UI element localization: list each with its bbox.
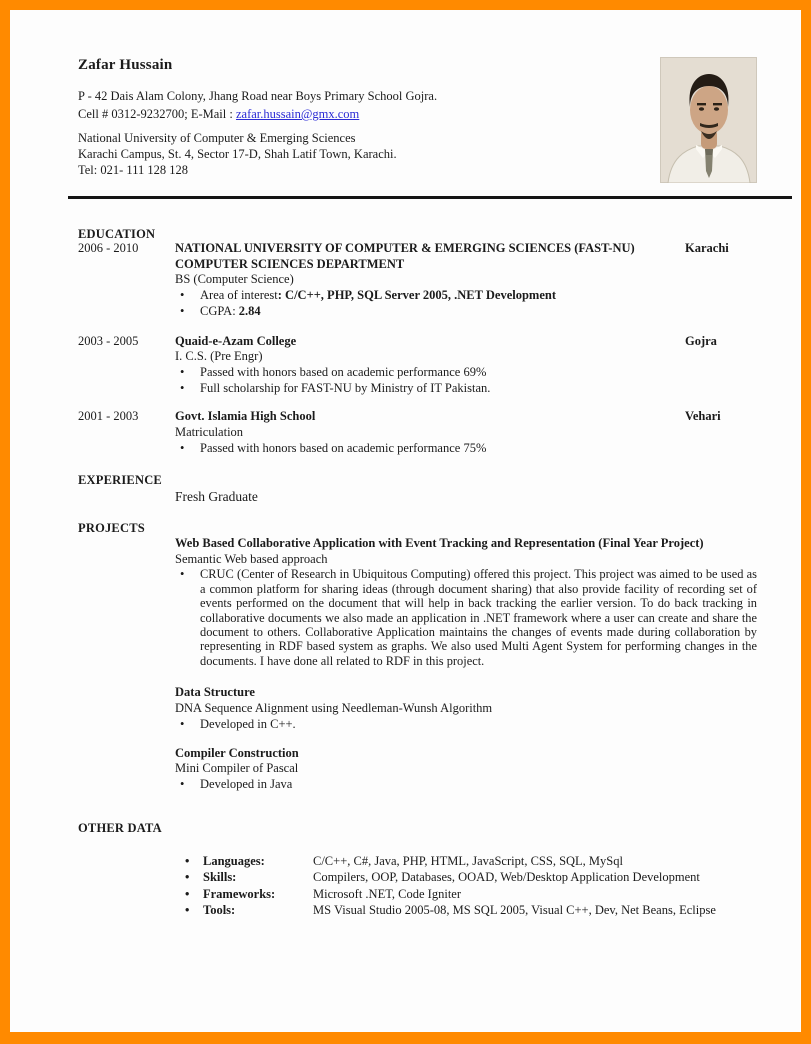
contact-block xyxy=(78,87,648,123)
project-title: Web Based Collaborative Application with Event Tracking and Representation (Final Year Project) xyxy=(175,536,704,550)
project-bullet xyxy=(175,777,757,793)
education-entry-highschool xyxy=(78,409,757,456)
education-institution: NATIONAL UNIVERSITY OF COMPUTER & EMERGING SCIENCES (FAST-NU) xyxy=(175,241,635,255)
email-link[interactable]: zafar.hussain@gmx.com xyxy=(235,107,360,121)
bullet-text: Passed with honors based on academic performance 69% xyxy=(200,364,487,379)
experience-heading: EXPERIENCE xyxy=(78,473,162,487)
other-data-row-frameworks xyxy=(78,886,757,902)
education-entry-fastnu xyxy=(78,241,757,320)
bullet-text-bold: 2.84 xyxy=(238,303,261,318)
other-data-value: C/C++, C#, Java, PHP, HTML, JavaScript, CSS, SQL, MySql xyxy=(313,854,623,868)
project-subtitle: Mini Compiler of Pascal xyxy=(175,761,299,776)
bullet-icon: • xyxy=(185,902,190,917)
affiliation-line-3: Tel: 021- 111 128 128 xyxy=(78,163,188,177)
person-name: Zafar Hussain xyxy=(78,57,173,73)
education-dates: 2003 - 2005 xyxy=(78,333,139,348)
bullet-icon: • xyxy=(180,567,185,582)
bullet-text: Area of interest xyxy=(200,288,278,303)
bullet-icon: • xyxy=(180,288,185,303)
bullet-icon: • xyxy=(180,440,185,455)
education-city: Karachi xyxy=(685,241,729,255)
bullet-icon: • xyxy=(185,870,190,885)
project-title: Data Structure xyxy=(175,685,255,700)
section-education xyxy=(78,227,757,456)
section-other-data xyxy=(78,821,757,918)
bullet-icon: • xyxy=(185,854,190,868)
affiliation-line-1: National University of Computer & Emerging Sciences xyxy=(78,131,356,145)
bullet-text: Full scholarship for FAST-NU by Ministry of IT Pakistan. xyxy=(200,380,491,395)
other-data-label: Tools: xyxy=(203,902,236,917)
bullet-icon: • xyxy=(180,716,185,731)
bullet-text: CGPA: xyxy=(200,303,239,318)
project-title: Compiler Construction xyxy=(175,745,299,760)
affiliation-line-2: Karachi Campus, St. 4, Sector 17-D, Shah Latif Town, Karachi. xyxy=(78,147,397,161)
resume-header xyxy=(78,57,648,178)
education-degree: Matriculation xyxy=(175,425,244,440)
project-final-year xyxy=(175,536,757,685)
other-data-row-languages xyxy=(78,853,757,869)
education-bullet xyxy=(175,288,685,304)
other-data-value: Microsoft .NET, Code Igniter xyxy=(313,886,461,901)
portrait-photo-image xyxy=(660,57,757,183)
projects-heading: PROJECTS xyxy=(78,521,145,535)
education-bullet xyxy=(175,304,685,320)
bullet-text: Passed with honors based on academic performance 75% xyxy=(200,440,487,455)
project-compiler-construction xyxy=(175,746,757,793)
section-projects xyxy=(78,521,757,793)
other-data-label: Languages: xyxy=(203,854,265,868)
education-dates: 2001 - 2003 xyxy=(78,409,139,424)
education-institution: Govt. Islamia High School xyxy=(175,409,316,424)
section-experience xyxy=(78,473,757,506)
bullet-text-bold: : C/C++, PHP, SQL Server 2005, .NET Development xyxy=(277,288,556,303)
education-degree: BS (Computer Science) xyxy=(175,272,294,287)
project-data-structure xyxy=(175,685,757,732)
portrait-photo xyxy=(660,57,757,183)
other-data-row-tools xyxy=(78,902,757,918)
education-bullet xyxy=(175,441,685,457)
education-department: COMPUTER SCIENCES DEPARTMENT xyxy=(175,256,405,271)
project-bullet xyxy=(175,567,757,685)
project-bullet-text: Developed in C++. xyxy=(200,716,296,731)
other-data-row-skills xyxy=(78,869,757,885)
other-data-value: MS Visual Studio 2005-08, MS SQL 2005, Visual C++, Dev, Net Beans, Eclipse xyxy=(313,902,716,917)
bullet-icon: • xyxy=(180,380,185,395)
phone-email-line: Cell # 0312-9232700; E-Mail : xyxy=(78,107,236,121)
education-degree: I. C.S. (Pre Engr) xyxy=(175,349,263,364)
other-data-value: Compilers, OOP, Databases, OOAD, Web/Desktop Application Development xyxy=(313,870,700,885)
education-bullet xyxy=(175,365,685,381)
address-line: P - 42 Dais Alam Colony, Jhang Road near Boys Primary School Gojra. xyxy=(78,89,438,103)
resume-page xyxy=(10,10,801,1032)
bullet-icon: • xyxy=(185,886,190,901)
education-city: Vehari xyxy=(685,409,721,424)
education-institution: Quaid-e-Azam College xyxy=(175,333,297,348)
other-data-label: Frameworks: xyxy=(203,886,276,901)
other-data-label: Skills: xyxy=(203,870,237,885)
project-subtitle: Semantic Web based approach xyxy=(175,551,328,566)
education-heading: EDUCATION xyxy=(78,227,156,241)
project-bullet xyxy=(175,717,757,733)
header-divider xyxy=(68,196,792,199)
project-subtitle: DNA Sequence Alignment using Needleman-Wunsh Algorithm xyxy=(175,701,493,716)
experience-status: Fresh Graduate xyxy=(175,489,258,504)
bullet-icon: • xyxy=(180,364,185,379)
education-bullet xyxy=(175,381,685,397)
education-dates: 2006 - 2010 xyxy=(78,241,139,255)
affiliation-block xyxy=(78,130,648,178)
education-entry-college xyxy=(78,334,757,397)
other-data-heading: OTHER DATA xyxy=(78,821,162,835)
project-bullet-text: Developed in Java xyxy=(200,776,293,791)
project-description: CRUC (Center of Research in Ubiquitous Computing) offered this project. This project was aimed to be used as a common platform for sharing ideas (through document sharing) that also provide facility of recording set of events performed on the document that will help in back tracking the earlier version. To do back tracking in collaborative documents we also made an application in .NET framework where a user can create and share the document to others. Collaborative Application maintains the changes of events made during collaboration by representing in RDF based system as graphs. We also used Multi Agent System for performing changes in the documents. I have done all related to RDF in this project. xyxy=(200,567,757,668)
bullet-icon: • xyxy=(180,776,185,791)
education-city: Gojra xyxy=(685,333,717,348)
bullet-icon: • xyxy=(180,303,185,318)
